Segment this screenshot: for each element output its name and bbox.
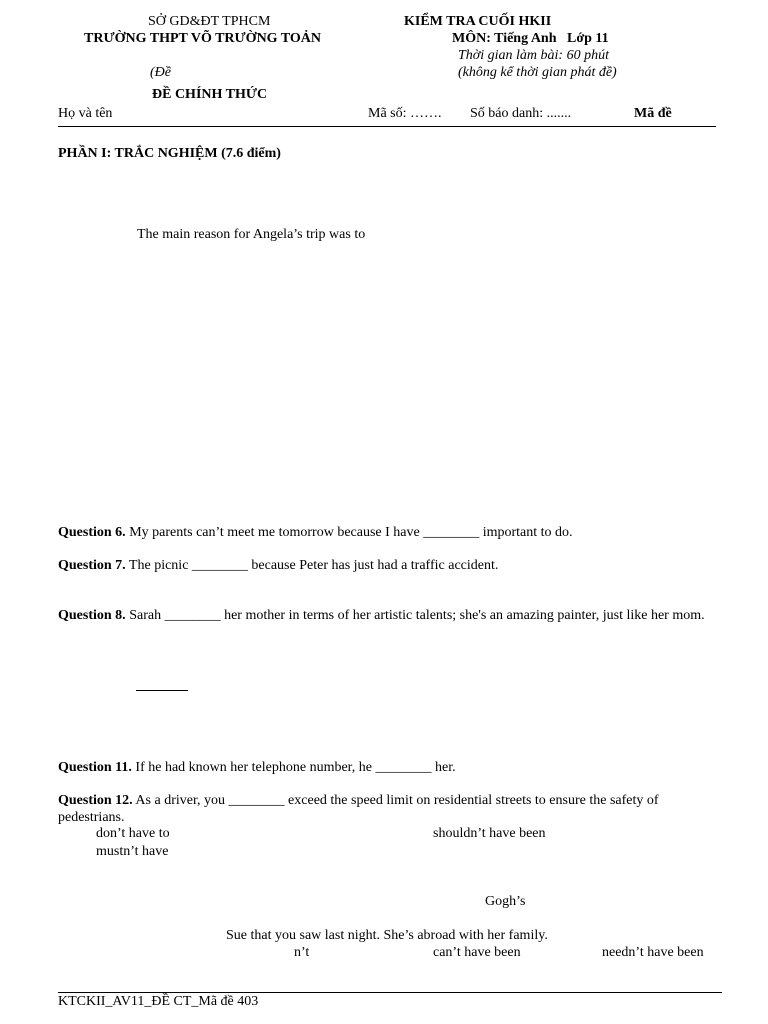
- department-name: SỞ GD&ĐT TPHCM: [148, 14, 271, 29]
- exam-title: KIỂM TRA CUỐI HKII: [404, 14, 552, 29]
- question-12: [58, 793, 720, 827]
- question-7: [58, 558, 498, 575]
- question-6: [58, 525, 573, 542]
- fragment-nt: n’t: [294, 945, 310, 960]
- part1-title: PHẦN I: TRẮC NGHIỆM (7.6 điểm): [58, 146, 281, 161]
- question-11: [58, 760, 456, 777]
- official-exam-label: ĐỀ CHÍNH THỨC: [152, 87, 268, 102]
- question-8-label: Question 8.: [58, 608, 126, 623]
- question-12-option: don’t have to: [96, 826, 170, 841]
- exam-time-note: (không kể thời gian phát đề): [458, 65, 617, 80]
- question-7-text: The picnic ________ because Peter has just had a traffic accident.: [125, 558, 499, 573]
- exam-time: Thời gian làm bài: 60 phút: [458, 48, 609, 63]
- question-7-label: Question 7.: [58, 558, 126, 573]
- subject-line: MÔN: Tiếng Anh Lớp 11: [452, 31, 609, 46]
- question-8: [58, 608, 720, 625]
- fragment-neednt-have-been: needn’t have been: [602, 945, 704, 960]
- question-12-option: mustn’t have: [96, 844, 169, 859]
- question-6-text: My parents can’t meet me tomorrow because I have ________ important to do.: [125, 525, 573, 540]
- footer-code: KTCKII_AV11_ĐỀ CT_Mã đề 403: [58, 994, 259, 1009]
- question-11-label: Question 11.: [58, 760, 132, 775]
- student-id-label: Mã số: …….: [368, 106, 442, 121]
- school-name: TRƯỜNG THPT VÕ TRƯỜNG TOẢN: [84, 31, 322, 46]
- question-12-label: Question 12.: [58, 793, 133, 808]
- question-11-text: If he had known her telephone number, he ________ her.: [131, 760, 456, 775]
- exam-code-label: Mã đề: [634, 106, 672, 121]
- question-12-option: shouldn’t have been: [433, 826, 546, 841]
- reading-question: The main reason for Angela’s trip was to: [137, 227, 366, 242]
- answer-blank-line: [136, 690, 188, 691]
- question-6-label: Question 6.: [58, 525, 126, 540]
- student-name-label: Họ và tên: [58, 106, 113, 121]
- fragment-sue: Sue that you saw last night. She’s abroad with her family.: [226, 928, 548, 943]
- question-12-text: As a driver, you ________ exceed the speed limit on residential streets to ensure the safety of pedestrians.: [58, 793, 659, 825]
- footer-divider: [58, 992, 722, 993]
- fragment-cant-have-been: can’t have been: [433, 945, 521, 960]
- de-partial-label: (Đề: [150, 65, 171, 80]
- header-divider: [58, 126, 716, 127]
- fragment-gogh: Gogh’s: [485, 894, 526, 909]
- candidate-number-label: Số báo danh: .......: [470, 106, 572, 121]
- question-8-text: Sarah ________ her mother in terms of her artistic talents; she's an amazing painter, just like her mom.: [125, 608, 705, 623]
